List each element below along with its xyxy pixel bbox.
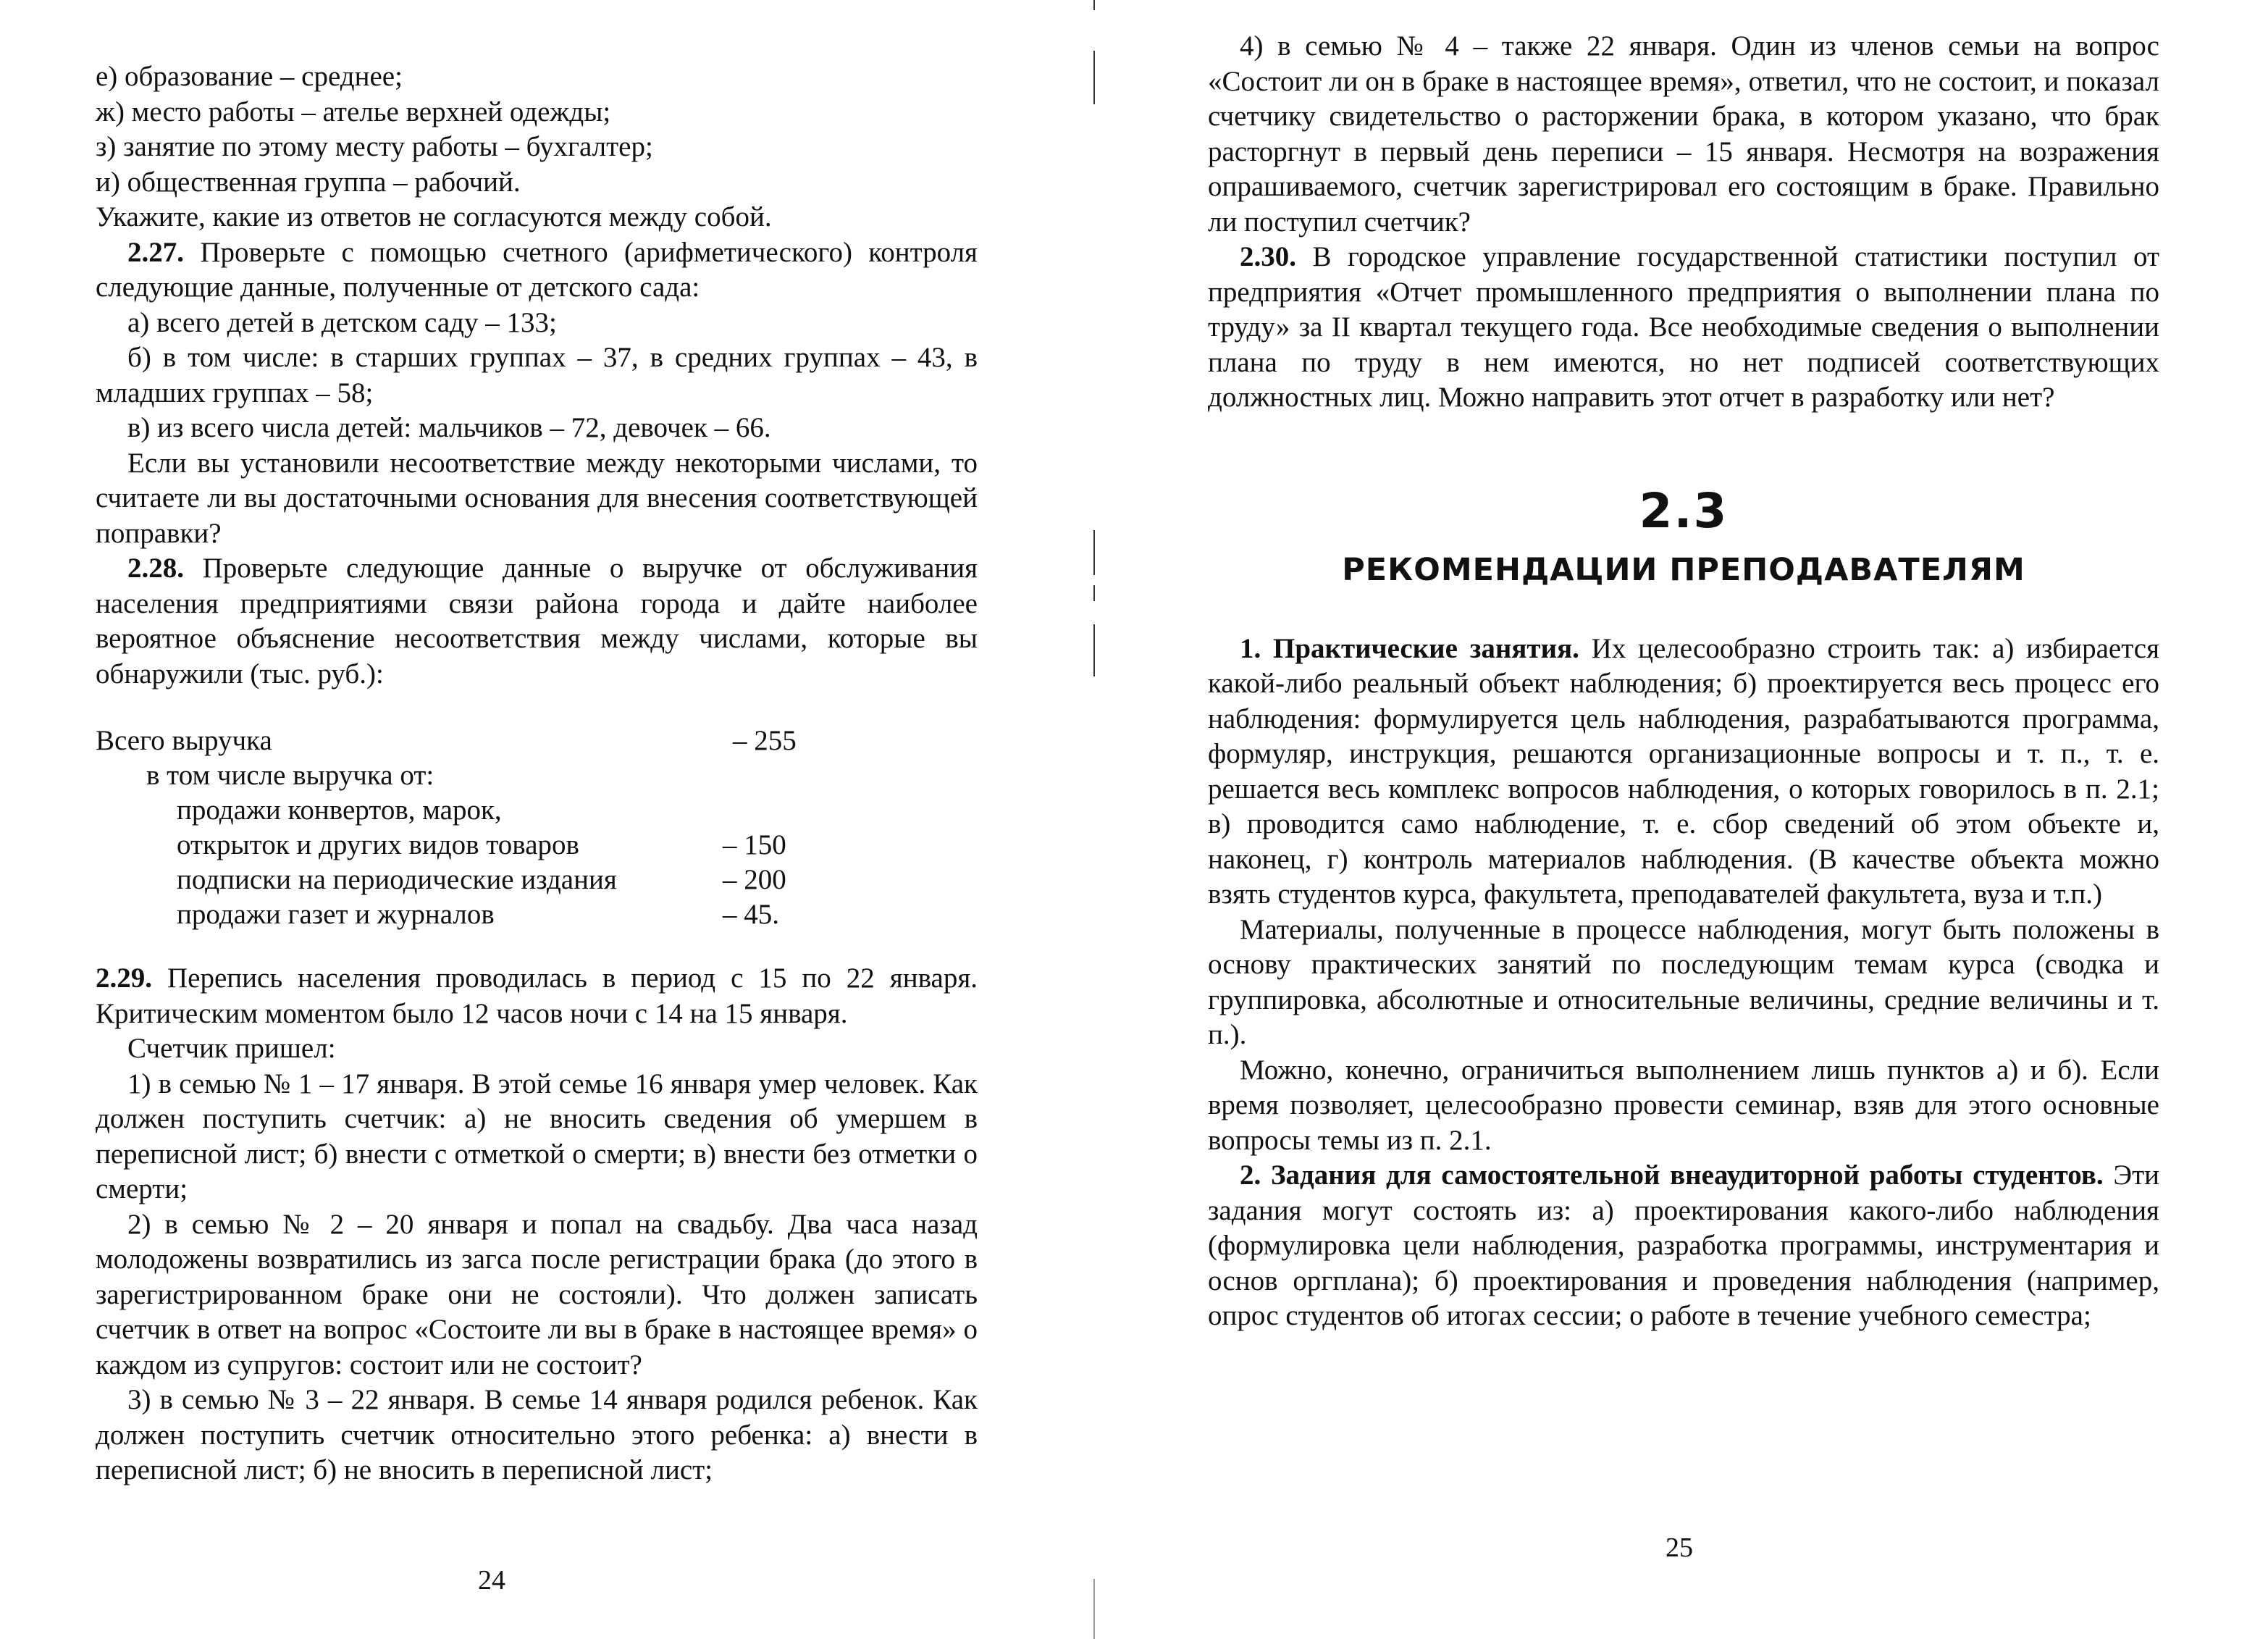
gutter-mark — [1093, 1579, 1095, 1639]
table-row — [96, 758, 978, 793]
page-number-left: 24 — [478, 1565, 505, 1596]
item-social-group: и) общественная группа – рабочий. — [96, 166, 521, 198]
q29-paragraph — [96, 961, 978, 1031]
right-page — [1101, 0, 2268, 1639]
q29-family-3: 3) в семью № 3 – 22 января. В семье 14 января родился ребенок. Как должен поступить счетчик относительно этого ребенка: а) внести в переписной лист; б) не вносить в переписной лист; — [96, 1384, 978, 1485]
rec1-limit: Можно, конечно, ограничиться выполнением лишь пунктов а) и б). Если время позволяет, целесообразно провести семинар, взяв для этого основные вопросы темы из п. 2.1. — [1208, 1054, 2159, 1156]
row-label: в том числе выручка от: — [146, 760, 434, 791]
section-number: 2.3 — [1639, 482, 1729, 539]
row-value: – 150 — [723, 829, 786, 860]
gutter-mark — [1093, 585, 1095, 601]
q27-paragraph — [96, 235, 978, 306]
table-row — [96, 897, 978, 932]
table-row — [96, 863, 978, 897]
table-row — [96, 828, 978, 863]
rec2-paragraph — [1208, 1158, 2159, 1334]
row-label: продажи газет и журналов — [177, 899, 495, 930]
q30-text: В городское управление государственной статистики поступил от предприятия «Отчет промышленного предприятия о выполнении плана по труду» за II квартал текущего года. Все необходимые сведения о выполнении плана по труду в нем имеются, но нет подписей соответствующих должностных лиц. Можно направить этот отчет в разработку или нет? — [1208, 241, 2160, 413]
item-workplace: ж) место работы – ателье верхней одежды; — [96, 96, 611, 127]
q27-ask: Если вы установили несоответствие между некоторыми числами, то считаете ли вы достаточными основания для внесения соответствующей поправки? — [96, 447, 978, 549]
row-label: продажи конвертов, марок, — [177, 795, 502, 826]
q29-family-1: 1) в семью № 1 – 17 января. В этой семье 16 января умер человек. Как должен поступить счетчик: а) не вносить сведения об умершем в переписной лист; б) внести с отметкой о смерти; в) внести без отметки о смерти; — [96, 1068, 978, 1204]
rec2-heading: 2. Задания для самостоятельной внеаудиторной работы студентов. — [1240, 1160, 2104, 1191]
q30-paragraph — [1208, 240, 2159, 416]
q29-family-2: 2) в семью № 2 – 20 января и попал на свадьбу. Два часа назад молодожены возвратились из загса после регистрации брака (до этого в зарегистрированном браке они не состояли). Что должен записать счетчик в ответ на вопрос «Состоите ли вы в браке в настоящее время» о каждом из супругов: состоит или не состоит? — [96, 1208, 978, 1380]
q28-number: 2.28. — [127, 553, 184, 584]
left-page — [0, 0, 1086, 1639]
q27-b: б) в том числе: в старших группах – 37, в средних группах – 43, в младших группах – 58; — [96, 342, 978, 408]
page-number-right: 25 — [1666, 1533, 1693, 1563]
table-row — [96, 724, 978, 758]
rec1-paragraph — [1208, 632, 2159, 913]
gutter-mark — [1093, 624, 1095, 676]
q29-number: 2.29. — [96, 963, 152, 994]
q28-paragraph — [96, 551, 978, 692]
rec1-text: Их целесообразно строить так: а) избирается какой-либо реальный объект наблюдения; б) проектируется весь процесс его наблюдения: формулируется цель наблюдения, разрабатываются программа, формуляр, инструкция, решаются организационные вопросы и т. п., т. е. решается весь комплекс вопросов наблюдения, о которых говорилось в п. 2.1; в) проводится само наблюдение, т. е. сбор сведений об этом объекте и, наконец, г) контроль материалов наблюдения. (В качестве объекта можно взять студентов курса, факультета, преподавателей факультета, вуза и т.п.) — [1208, 632, 2160, 910]
q29-text: Перепись населения проводилась в период с 15 по 22 января. Критическим моментом было 12 часов ночи с 14 на 15 января. — [96, 963, 978, 1029]
row-value: – 255 — [733, 725, 797, 756]
row-label: подписки на периодические издания — [177, 864, 617, 895]
q28-text: Проверьте следующие данные о выручке от обслуживания населения предприятиями связи района города и дайте наиболее вероятное объяснение несоответствия между числами, которые вы обнаружили (тыс. руб.): — [96, 553, 978, 689]
gutter-mark — [1093, 0, 1095, 10]
q29-family-4: 4) в семью № 4 – также 22 января. Один из членов семьи на вопрос «Состоит ли он в браке в настоящее время», ответил, что не состоит, и показал счетчику свидетельство о расторжении брака, в котором указано, что брак расторгнут в первый день переписи – 15 января. Несмотря на возражения опрашиваемого, счетчик зарегистрировал его состоящим в браке. Правильно ли поступил счетчик? — [1208, 30, 2159, 238]
table-row — [96, 793, 978, 828]
page-gutter — [1093, 0, 1096, 1639]
section-title: РЕКОМЕНДАЦИИ ПРЕПОДАВАТЕЛЯМ — [1342, 551, 2025, 588]
q27-a: а) всего детей в детском саду – 133; — [127, 306, 557, 338]
rec2-text: Эти задания могут состоять из: а) проектирования какого-либо наблюдения (формулировка цели наблюдения, разработка программы, инструментария и основ оргплана); б) проектирования и проведения наблюдения (например, опрос студентов об итогах сессии; о работе в течение учебного семестра; — [1208, 1160, 2159, 1331]
q27-number: 2.27. — [127, 236, 184, 268]
q27-c: в) из всего числа детей: мальчиков – 72, девочек – 66. — [127, 412, 771, 443]
q27-text: Проверьте с помощью счетного (арифметического) контроля следующие данные, полученные от детского сада: — [96, 236, 978, 303]
q26-ask: Укажите, какие из ответов не согласуются между собой. — [96, 201, 772, 232]
item-occupation: з) занятие по этому месту работы – бухгалтер; — [96, 131, 653, 162]
row-label: открыток и других видов товаров — [177, 829, 579, 860]
gutter-mark — [1093, 51, 1095, 104]
revenue-table — [96, 724, 978, 932]
gutter-mark — [1093, 530, 1095, 575]
rec1-heading: 1. Практические занятия. — [1240, 632, 1579, 664]
q29-intro: Счетчик пришел: — [127, 1033, 336, 1064]
rec1-materials: Материалы, полученные в процессе наблюдения, могут быть положены в основу практических занятий по последующим темам курса (сводка и группировка, абсолютные и относительные величины, средние величины и т. п.). — [1208, 913, 2159, 1050]
item-education: е) образование – среднее; — [96, 61, 403, 92]
row-value: – 200 — [723, 864, 786, 895]
row-label: Всего выручка — [96, 725, 272, 756]
q30-number: 2.30. — [1240, 241, 1296, 272]
row-value: – 45. — [723, 899, 779, 930]
